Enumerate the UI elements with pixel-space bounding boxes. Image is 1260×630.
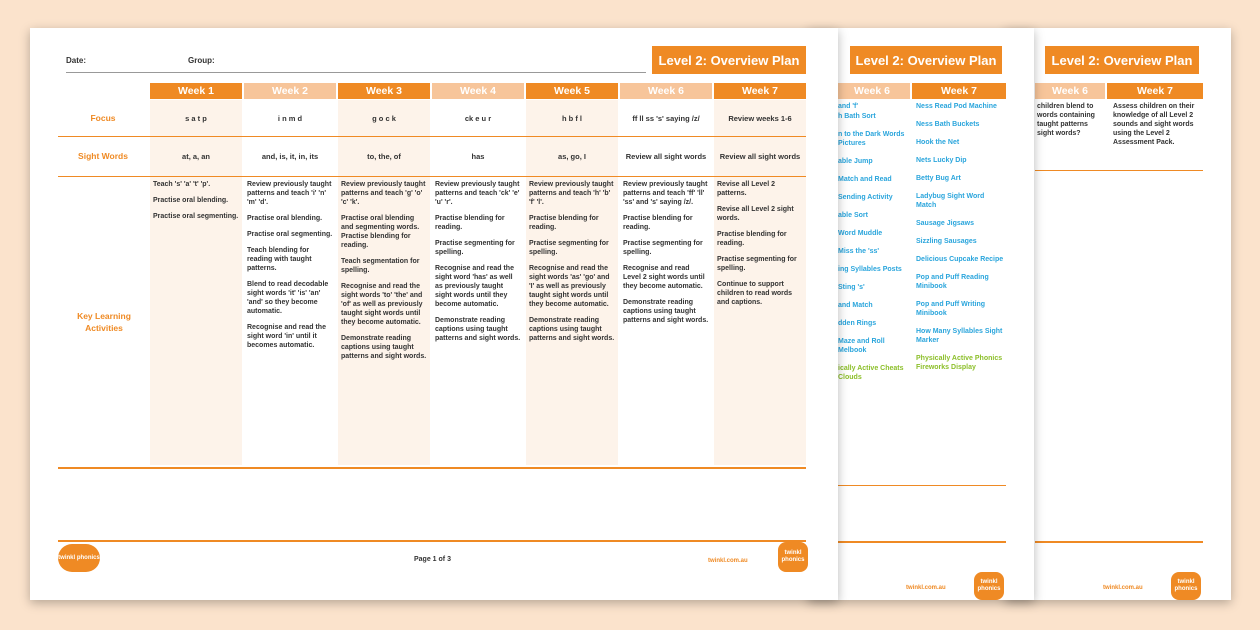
page-2-title: Level 2: Overview Plan (850, 46, 1002, 74)
activity-line: Continue to support children to read words and captions. (717, 281, 793, 306)
p2-item: Hook the Net (916, 139, 960, 146)
logo-text: twinkl phonics (58, 554, 100, 561)
page-2 (808, 28, 1034, 600)
sight-cell-2: and, is, it, in, its (261, 151, 319, 161)
activity-line: Practise blending for reading. (529, 215, 599, 231)
activity-line: Demonstrate reading captions using taught patterns and sight words. (341, 335, 427, 360)
p2-week-7: Week 7 (912, 83, 1006, 99)
p2-item: Ness Bath Buckets (916, 121, 980, 128)
p2-item: ing Syllables Posts (838, 266, 902, 273)
row-divider-1 (58, 136, 806, 137)
p2-week-6: Week 6 (834, 83, 910, 99)
p3-week-7: Week 7 (1107, 83, 1203, 99)
row-label-sight-words: Sight Words (78, 151, 128, 161)
activity-line: Demonstrate reading captions using taught patterns and sight words. (435, 317, 521, 342)
activity-line: Recognise and read the sight word 'has' as well as previously taught sight words until they become automatic. (435, 265, 514, 308)
focus-cell-1: s a t p (185, 113, 207, 123)
page-3-title: Level 2: Overview Plan (1045, 46, 1199, 74)
footer-line (58, 540, 806, 542)
activity-line: Revise all Level 2 patterns. (717, 181, 775, 197)
focus-cell-5: h b f l (562, 113, 582, 123)
activity-line: Practise segmenting for spelling. (435, 240, 515, 256)
p3-week-6-text: children blend to words containing taught patterns sight words? (1037, 103, 1095, 137)
activity-line: Revise all Level 2 sight words. (717, 206, 794, 222)
activity-line: Practise segmenting for spelling. (717, 256, 797, 272)
activity-line: Review previously taught patterns and teach 'ck' 'e' 'u' 'r'. (435, 181, 520, 206)
activity-line: Practise segmenting for spelling. (623, 240, 703, 256)
p2-item: n to the Dark Words Pictures (838, 131, 905, 147)
week-header-4: Week 4 (432, 83, 524, 99)
p2-logo-text: twinkl phonics (977, 579, 1001, 592)
p3-footer-url: twinkl.com.au (1103, 585, 1143, 591)
week-header-7: Week 7 (714, 83, 806, 99)
activity-line: Review previously taught patterns and teach 'i' 'n' 'm' 'd'. (247, 181, 332, 206)
activities-cell-6 (623, 180, 709, 332)
p2-item: Physically Active Phonics Fireworks Display (916, 355, 1003, 371)
activity-line: Review previously taught patterns and teach 'h' 'b' 'f' 'l'. (529, 181, 614, 206)
focus-cell-2: i n m d (277, 113, 303, 123)
p2-item: ically Active Cheats Clouds (838, 365, 904, 381)
sight-cell-6: Review all sight words (625, 151, 707, 161)
week-header-6: Week 6 (620, 83, 712, 99)
row-divider-3 (58, 467, 806, 469)
sight-cell-4: has (471, 151, 485, 161)
p2-item: Pop and Puff Reading Minibook (916, 274, 989, 290)
activity-line: Practise oral segmenting. (153, 213, 239, 220)
p2-item: Miss the 'ss' (838, 248, 880, 255)
activity-line: Demonstrate reading captions using taught patterns and sight words. (529, 317, 615, 342)
p2-item: Delicious Cupcake Recipe (916, 256, 1004, 263)
page-3 (1005, 28, 1231, 600)
p2-item: How Many Syllables Sight Marker (916, 328, 1003, 344)
activity-line: Teach segmentation for spelling. (341, 258, 420, 274)
group-label: Group: (188, 56, 215, 65)
activity-line: Recognise and read the sight words 'to' 'the' and 'of' as well as previously taught sight words until they become automatic. (341, 283, 423, 326)
p2-item: dden Rings (838, 320, 877, 327)
row-divider-2 (58, 176, 806, 177)
p2-item: able Jump (838, 158, 873, 165)
p2-divider (834, 485, 1006, 486)
row-label-focus: Focus (90, 113, 116, 123)
activities-cell-1 (153, 180, 239, 228)
p2-item: Betty Bug Art (916, 175, 961, 182)
activity-line: Practise oral blending and segmenting words. Practise blending for reading. (341, 215, 420, 249)
date-label: Date: (66, 56, 87, 65)
activity-line: Practise blending for reading. (623, 215, 693, 231)
p3-footer-line (1035, 541, 1203, 543)
p3-logo (1171, 572, 1201, 600)
activities-cell-2 (247, 180, 333, 357)
sight-cell-3: to, the, of (367, 151, 401, 161)
p3-week-7-text: Assess children on their knowledge of all Level 2 sounds and sight words using the Level 2 Assessment Pack. (1113, 103, 1195, 146)
activities-cell-4 (435, 180, 521, 350)
sight-cell-7: Review all sight words (719, 151, 801, 161)
page-1 (30, 28, 838, 600)
footer-url: twinkl.com.au (708, 558, 748, 564)
p2-item: able Sort (838, 212, 868, 219)
p2-footer-url: twinkl.com.au (906, 585, 946, 591)
p2-item: Ladybug Sight Word Match (916, 193, 985, 209)
focus-cell-4: ck e u r (464, 113, 492, 123)
p2-item: Pop and Puff Writing Minibook (916, 301, 986, 317)
p2-item: h Bath Sort (838, 113, 876, 120)
week-header-2: Week 2 (244, 83, 336, 99)
focus-cell-6: ff ll ss 's' saying /z/ (632, 113, 700, 123)
p2-logo (974, 572, 1004, 600)
week-header-3: Week 3 (338, 83, 430, 99)
p2-item: Sting 's' (838, 284, 865, 291)
page-number: Page 1 of 3 (414, 556, 451, 563)
activity-line: Teach 's' 'a' 't' 'p'. (153, 181, 211, 188)
p2-item: and 'f' (838, 103, 859, 110)
activity-line: Practise oral blending. (153, 197, 229, 204)
activities-cell-5 (529, 180, 615, 350)
p2-item: Word Muddle (838, 230, 883, 237)
page-title: Level 2: Overview Plan (652, 46, 806, 74)
p2-week-7-items (916, 102, 1006, 372)
activity-line: Review previously taught patterns and teach 'ff' 'll' 'ss' and 's' saying /z/. (623, 181, 708, 206)
activity-line: Practise oral blending. (247, 215, 323, 222)
p2-item: Sizzling Sausages (916, 238, 977, 245)
activity-line: Practise segmenting for spelling. (529, 240, 609, 256)
p2-week-6-items (838, 102, 908, 382)
activity-line: Recognise and read Level 2 sight words until they become automatic. (623, 265, 705, 290)
footer-logo-text: twinkl phonics (781, 550, 805, 563)
activity-line: Teach blending for reading with taught patterns. (247, 247, 312, 272)
activities-cell-3 (341, 180, 427, 368)
activity-line: Review previously taught patterns and teach 'g' 'o' 'c' 'k'. (341, 181, 426, 206)
p2-item: Match and Read (838, 176, 892, 183)
sight-cell-5: as, go, I (558, 151, 586, 161)
p2-item: Nets Lucky Dip (916, 157, 967, 164)
activity-line: Recognise and read the sight words 'as' 'go' and 'I' as well as previously taught sight words until they become automatic. (529, 265, 610, 308)
footer-logo (778, 542, 808, 572)
p3-week-6: Week 6 (1035, 83, 1105, 99)
activity-line: Practise oral segmenting. (247, 231, 333, 238)
p2-item: Maze and Roll Melbook (838, 338, 885, 354)
activities-cell-7 (717, 180, 803, 314)
twinkl-phonics-logo (58, 544, 100, 572)
activity-line: Blend to read decodable sight words 'it' 'is' 'an' 'and' so they become automatic. (247, 281, 329, 315)
sight-cell-1: at, a, an (182, 151, 210, 161)
p2-item: and Match (838, 302, 873, 309)
activity-line: Demonstrate reading captions using taught patterns and sight words. (623, 299, 709, 324)
p2-item: Sending Activity (838, 194, 893, 201)
activity-line: Practise blending for reading. (717, 231, 787, 247)
activity-line: Practise blending for reading. (435, 215, 505, 231)
row-label-key-learning: Key Learning Activities (77, 311, 131, 333)
week-header-5: Week 5 (526, 83, 618, 99)
p2-item: Sausage Jigsaws (916, 220, 974, 227)
focus-cell-3: g o c k (372, 113, 396, 123)
p2-item: Ness Read Pod Machine (916, 103, 997, 110)
activity-line: Recognise and read the sight word 'in' until it becomes automatic. (247, 324, 326, 349)
date-underline (66, 72, 646, 73)
p3-divider (1035, 170, 1203, 171)
p2-footer-line (834, 541, 1006, 543)
p3-logo-text: twinkl phonics (1174, 579, 1198, 592)
focus-cell-7: Review weeks 1-6 (728, 113, 792, 123)
week-header-1: Week 1 (150, 83, 242, 99)
